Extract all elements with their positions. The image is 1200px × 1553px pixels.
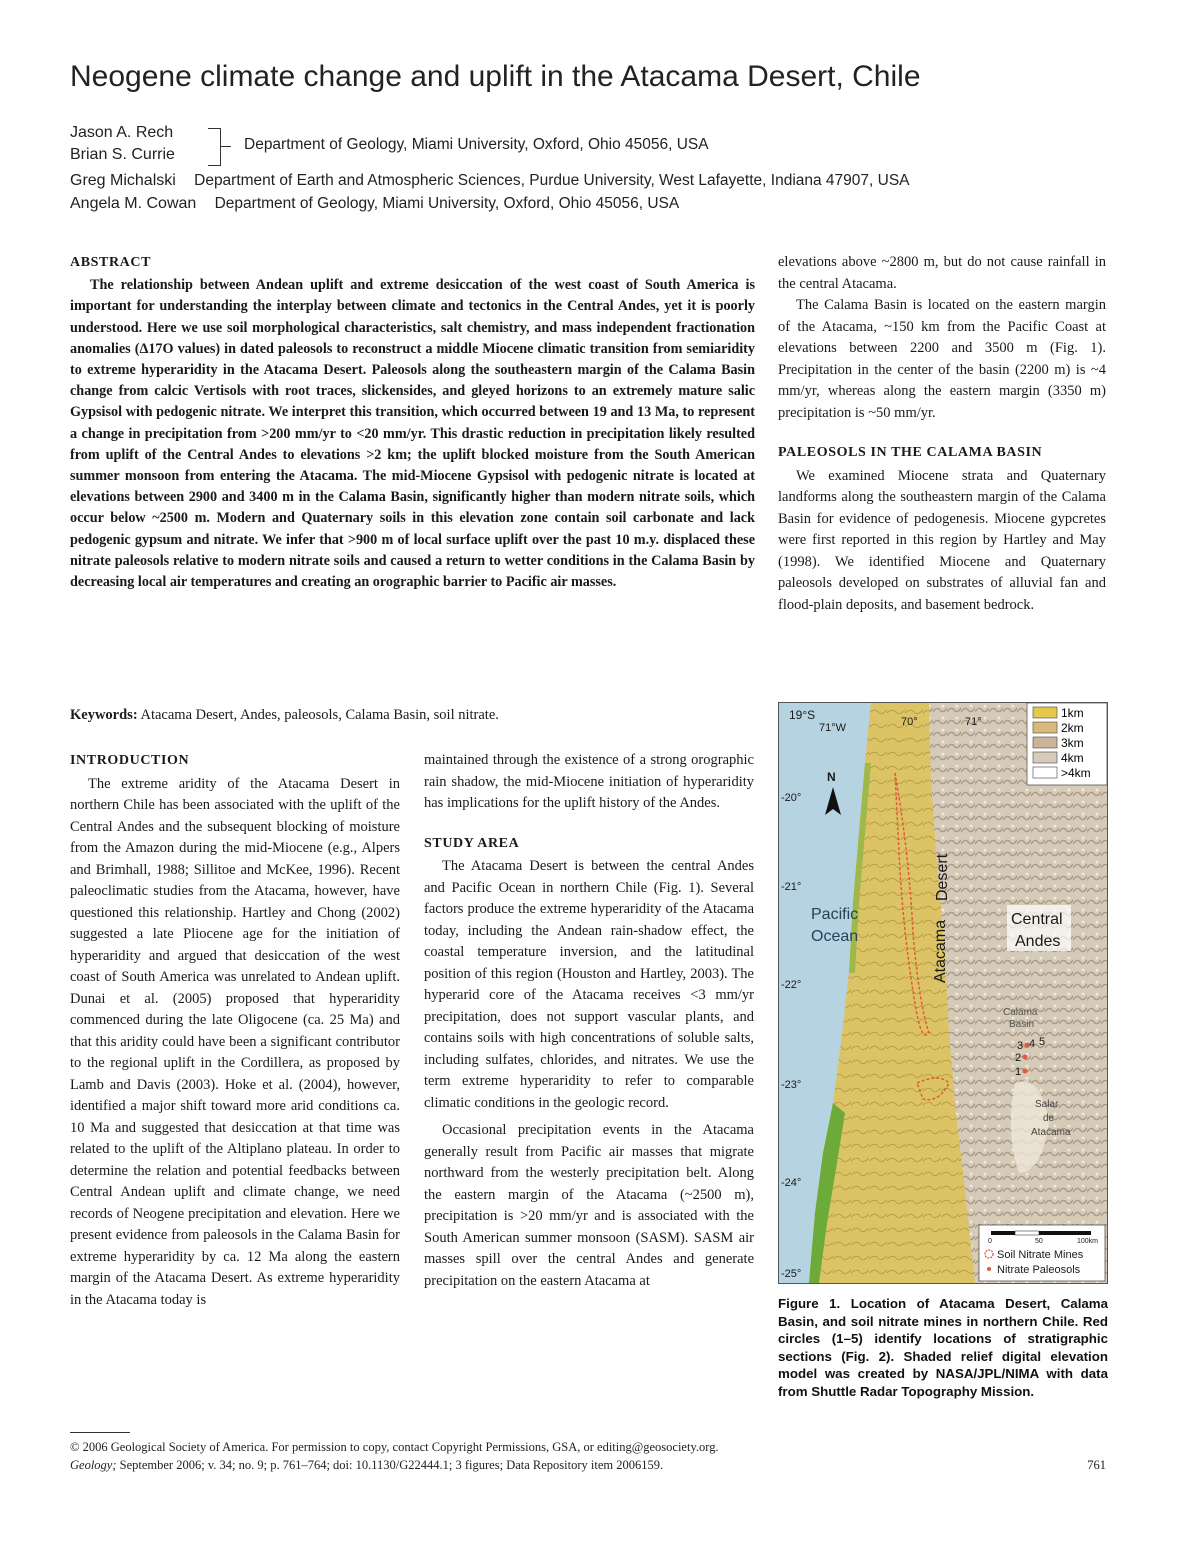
lat-label: -21° xyxy=(781,881,802,893)
lat-label: 19°S xyxy=(789,708,816,722)
column-middle xyxy=(424,750,754,1292)
legend-items xyxy=(1033,706,1091,780)
author-row xyxy=(70,170,910,192)
calama-label: Calama xyxy=(1003,1007,1038,1018)
abstract-text: The relationship between Andean uplift and extreme desiccation of the west coast of South America is important for understanding the interplay between climate and tectonics in the Central Andes, yet it is poorly understood. Here we use soil morphological characteristics, salt chemistry, and mass independent fractionation anomalies (Δ17O values) in dated paleosols to reconstruct a middle Miocene climatic transition from semiaridity to extreme hyperaridity in the Atacama Desert. Paleosols along the southeastern margin of the Calama Basin change from calcic Vertisols with root traces, slickensides, and gleyed horizons to an extremely mature salic Gypsisol with pedogenic nitrate. We interpret this transition, which occurred between 19 and 13 Ma, to represent a change in precipitation from >200 mm/yr to <20 mm/yr. This drastic reduction in precipitation likely resulted from uplift of the Central Andes to elevations >2 km; the uplift blocked moisture from the South American summer monsoon from entering the Atacama. The mid-Miocene Gypsisol with pedogenic nitrate is located at elevations between 2900 and 3400 m in the Calama Basin, significantly higher than modern nitrate soils, which occur below ~2500 m. Modern and Quaternary soils in this elevation zone contain soil carbonate and lack pedogenic gypsum and nitrate. We infer that >900 m of local surface uplift over the past 10 m.y. displaced these nitrate paleosols relative to modern nitrate soils and caused a return to wetter conditions in the Calama Basin by decreasing local air temperatures and creating an orographic barrier to Pacific air masses. xyxy=(70,277,755,591)
footer-rule xyxy=(70,1432,130,1433)
relief-map xyxy=(779,703,1107,1283)
legend-label: 2km xyxy=(1061,721,1084,735)
paper-title: Neogene climate change and uplift in the Atacama Desert, Chile xyxy=(70,60,921,93)
section-label: 2 xyxy=(1015,1052,1022,1064)
section-marker xyxy=(1023,1055,1028,1060)
affiliation: Department of Earth and Atmospheric Sciences, Purdue University, West Lafayette, Indiana 47907, USA xyxy=(194,172,910,189)
journal-name: Geology; xyxy=(70,1458,117,1472)
figure-caption: Figure 1. Location of Atacama Desert, Calama Basin, and soil nitrate mines in northern Chile. Red circles (1–5) identify locations of stratigraphic sections (Fig. 2). Shaded relief digital elevation model was created by NASA/JPL/NIMA with data from Shuttle Radar Topography Mission. xyxy=(778,1296,1108,1399)
author-row xyxy=(70,144,175,166)
legend-label: >4km xyxy=(1061,766,1091,780)
citation-line xyxy=(70,1456,1106,1474)
desert-label: Atacama xyxy=(932,919,949,983)
scale-label: 100km xyxy=(1077,1238,1099,1245)
author-name: Brian S. Currie xyxy=(70,146,175,163)
affiliation: Department of Geology, Miami University, Oxford, Ohio 45056, USA xyxy=(244,136,709,153)
keywords xyxy=(70,707,755,724)
andes-label: Andes xyxy=(1015,933,1061,950)
author-row xyxy=(70,193,679,215)
legend-label: 3km xyxy=(1061,736,1084,750)
affiliation-brace xyxy=(208,128,221,166)
affiliation: Department of Geology, Miami University, Oxford, Ohio 45056, USA xyxy=(214,195,680,212)
section-label: 5 xyxy=(1039,1036,1046,1048)
legend-swatch xyxy=(1033,767,1057,778)
lat-label: -22° xyxy=(781,979,802,991)
section-label: 3 xyxy=(1017,1040,1024,1052)
study-area-paragraph-continued: elevations above ~2800 m, but do not cause rainfall in the central Atacama. xyxy=(778,254,1106,292)
abstract-heading: ABSTRACT xyxy=(70,255,152,270)
footer xyxy=(70,1438,1106,1474)
intro-heading: INTRODUCTION xyxy=(70,753,190,768)
column-right xyxy=(778,252,1106,616)
map-legend-label: Nitrate Paleosols xyxy=(997,1264,1081,1276)
ocean-label: Ocean xyxy=(811,928,859,945)
study-area-paragraph: The Atacama Desert is between the central Andes and Pacific Ocean in northern Chile (Fig. 1). Several factors produce the extreme hyperaridity of the Atacama today, including the Andean rain-shadow effect, the coastal temperature inversion, and the latitudinal position of this region (Houston and Hartley, 2003). The hyperarid core of the Atacama receives <3 mm/yr precipitation, does not support vascular plants, and contains soils with high concentrations of soluble salts, including sulfates, chlorides, and nitrates. We use the term extreme hyperaridity to refer to comparable climatic conditions in the geologic record. xyxy=(424,858,754,1111)
author-name: Greg Michalski xyxy=(70,172,176,189)
scale-bar xyxy=(991,1231,1091,1235)
study-area-heading: STUDY AREA xyxy=(424,835,520,851)
desert-label: Desert xyxy=(934,853,951,901)
page-number: 761 xyxy=(1087,1458,1106,1472)
author-name: Angela M. Cowan xyxy=(70,195,197,212)
lat-label: -25° xyxy=(781,1268,802,1280)
section-label: 4 xyxy=(1029,1038,1036,1050)
section-marker xyxy=(1025,1043,1030,1048)
scale-label: 0 xyxy=(988,1238,992,1245)
ocean-label: Pacific xyxy=(811,906,859,923)
study-area-paragraph: Occasional precipitation events in the Atacama generally result from Pacific air masses that migrate northward from the westerly precipitation belt. Along the eastern margin of the Atacama (~2500 m), precipitation is >20 mm/yr and is associated with the South American summer monsoon (SASM). SASM air masses spill over the central Andes and generate precipitation on the eastern Atacama at xyxy=(424,1122,754,1289)
lat-label: -24° xyxy=(781,1177,802,1189)
keywords-label: Keywords: xyxy=(70,707,138,723)
scale-bar-segment xyxy=(1015,1231,1039,1235)
lon-label: 71° xyxy=(965,716,982,728)
salar-label: de xyxy=(1043,1113,1055,1124)
citation-text: September 2006; v. 34; no. 9; p. 761–764; doi: 10.1130/G22444.1; 3 figures; Data Repository item 2006159. xyxy=(119,1458,664,1472)
legend-swatch xyxy=(1033,707,1057,718)
lon-label: 70° xyxy=(901,716,918,728)
legend-label: 1km xyxy=(1061,706,1084,720)
study-area-paragraph: The Calama Basin is located on the eastern margin of the Atacama, ~150 km from the Pacific Coast at elevations between 2200 and 3500 m (Fig. 1). Precipitation in the center of the basin (2200 m) is ~4 mm/yr, whereas along the eastern margin (3350 m) precipitation is ~50 mm/yr. xyxy=(778,297,1106,421)
intro-paragraph-continued: maintained through the existence of a strong orographic rain shadow, the mid-Miocene initiation of hyperaridity has implications for the uplift history of the Andes. xyxy=(424,752,754,811)
paleosols-paragraph: We examined Miocene strata and Quaternary landforms along the southeastern margin of the Calama Basin for evidence of pedogenesis. Miocene gypcretes were first reported in this region by Hartley and May (1998). We identified Miocene and Quaternary paleosols developed on substrates of alluvial fan and flood-plain deposits, and basement bedrock. xyxy=(778,467,1106,613)
figure-1-map xyxy=(778,702,1108,1284)
paleosols-heading: PALEOSOLS IN THE CALAMA BASIN xyxy=(778,445,1043,460)
salar-label: Atacama xyxy=(1031,1127,1071,1138)
intro-paragraph: The extreme aridity of the Atacama Desert in northern Chile has been associated with the uplift of the Central Andes and the subsequent blocking of moisture from the Amazon during the mid-Miocene (e.g., Alpers and Brimhall, 1988; Sillitoe and McKee, 1996). Recent paleoclimatic studies from the Atacama, however, have questioned this relationship. Hartley and Chong (2002) suggested a late Pliocene age for the initiation of hyperaridity and argued that desiccation of the west coast of South America was unrelated to Andean uplift. Dunai et al. (2005) proposed that hyperaridity commenced during the late Oligocene (ca. 25 Ma) and that this aridity could have been a significant contributor to the regional uplift in the Cordillera, as proposed by Lamb and Davis (2003). Hoke et al. (2004), however, identified a major shift toward more arid conditions ca. 10 Ma and suggested that desiccation at that time was related to the uplift of the Altiplano plateau. In order to determine the relation and potential feedbacks between Central Andean uplift and climate change, we need records of Neogene precipitation and elevation. Here we present evidence from paleosols in the Calama Basin for extreme hyperaridity by ca. 12 Ma along the eastern margin of the Atacama Desert. As extreme hyperaridity in the Atacama today is xyxy=(70,775,400,1308)
legend-label: 4km xyxy=(1061,751,1084,765)
north-arrow-label: N xyxy=(827,770,836,784)
lat-label: -23° xyxy=(781,1079,802,1091)
scale-label: 50 xyxy=(1035,1238,1043,1245)
abstract-section xyxy=(70,252,755,593)
author-name: Jason A. Rech xyxy=(70,124,174,141)
legend-swatch xyxy=(1033,737,1057,748)
section-marker xyxy=(1023,1069,1028,1074)
legend-swatch xyxy=(1033,722,1057,733)
keywords-text: Atacama Desert, Andes, paleosols, Calama Basin, soil nitrate. xyxy=(140,707,499,723)
salar-label: Salar xyxy=(1035,1099,1059,1110)
andes-label: Central xyxy=(1011,911,1063,928)
paleosol-icon xyxy=(987,1267,991,1271)
lon-label: 71°W xyxy=(819,722,847,734)
map-legend-label: Soil Nitrate Mines xyxy=(997,1249,1084,1261)
column-left xyxy=(70,750,400,1311)
legend-swatch xyxy=(1033,752,1057,763)
section-label: 1 xyxy=(1015,1066,1022,1078)
author-row xyxy=(70,122,173,144)
copyright-line: © 2006 Geological Society of America. For permission to copy, contact Copyright Permissions, GSA, or editing@geosociety.org. xyxy=(70,1440,719,1454)
lat-label: -20° xyxy=(781,792,802,804)
calama-label: Basin xyxy=(1009,1019,1035,1030)
